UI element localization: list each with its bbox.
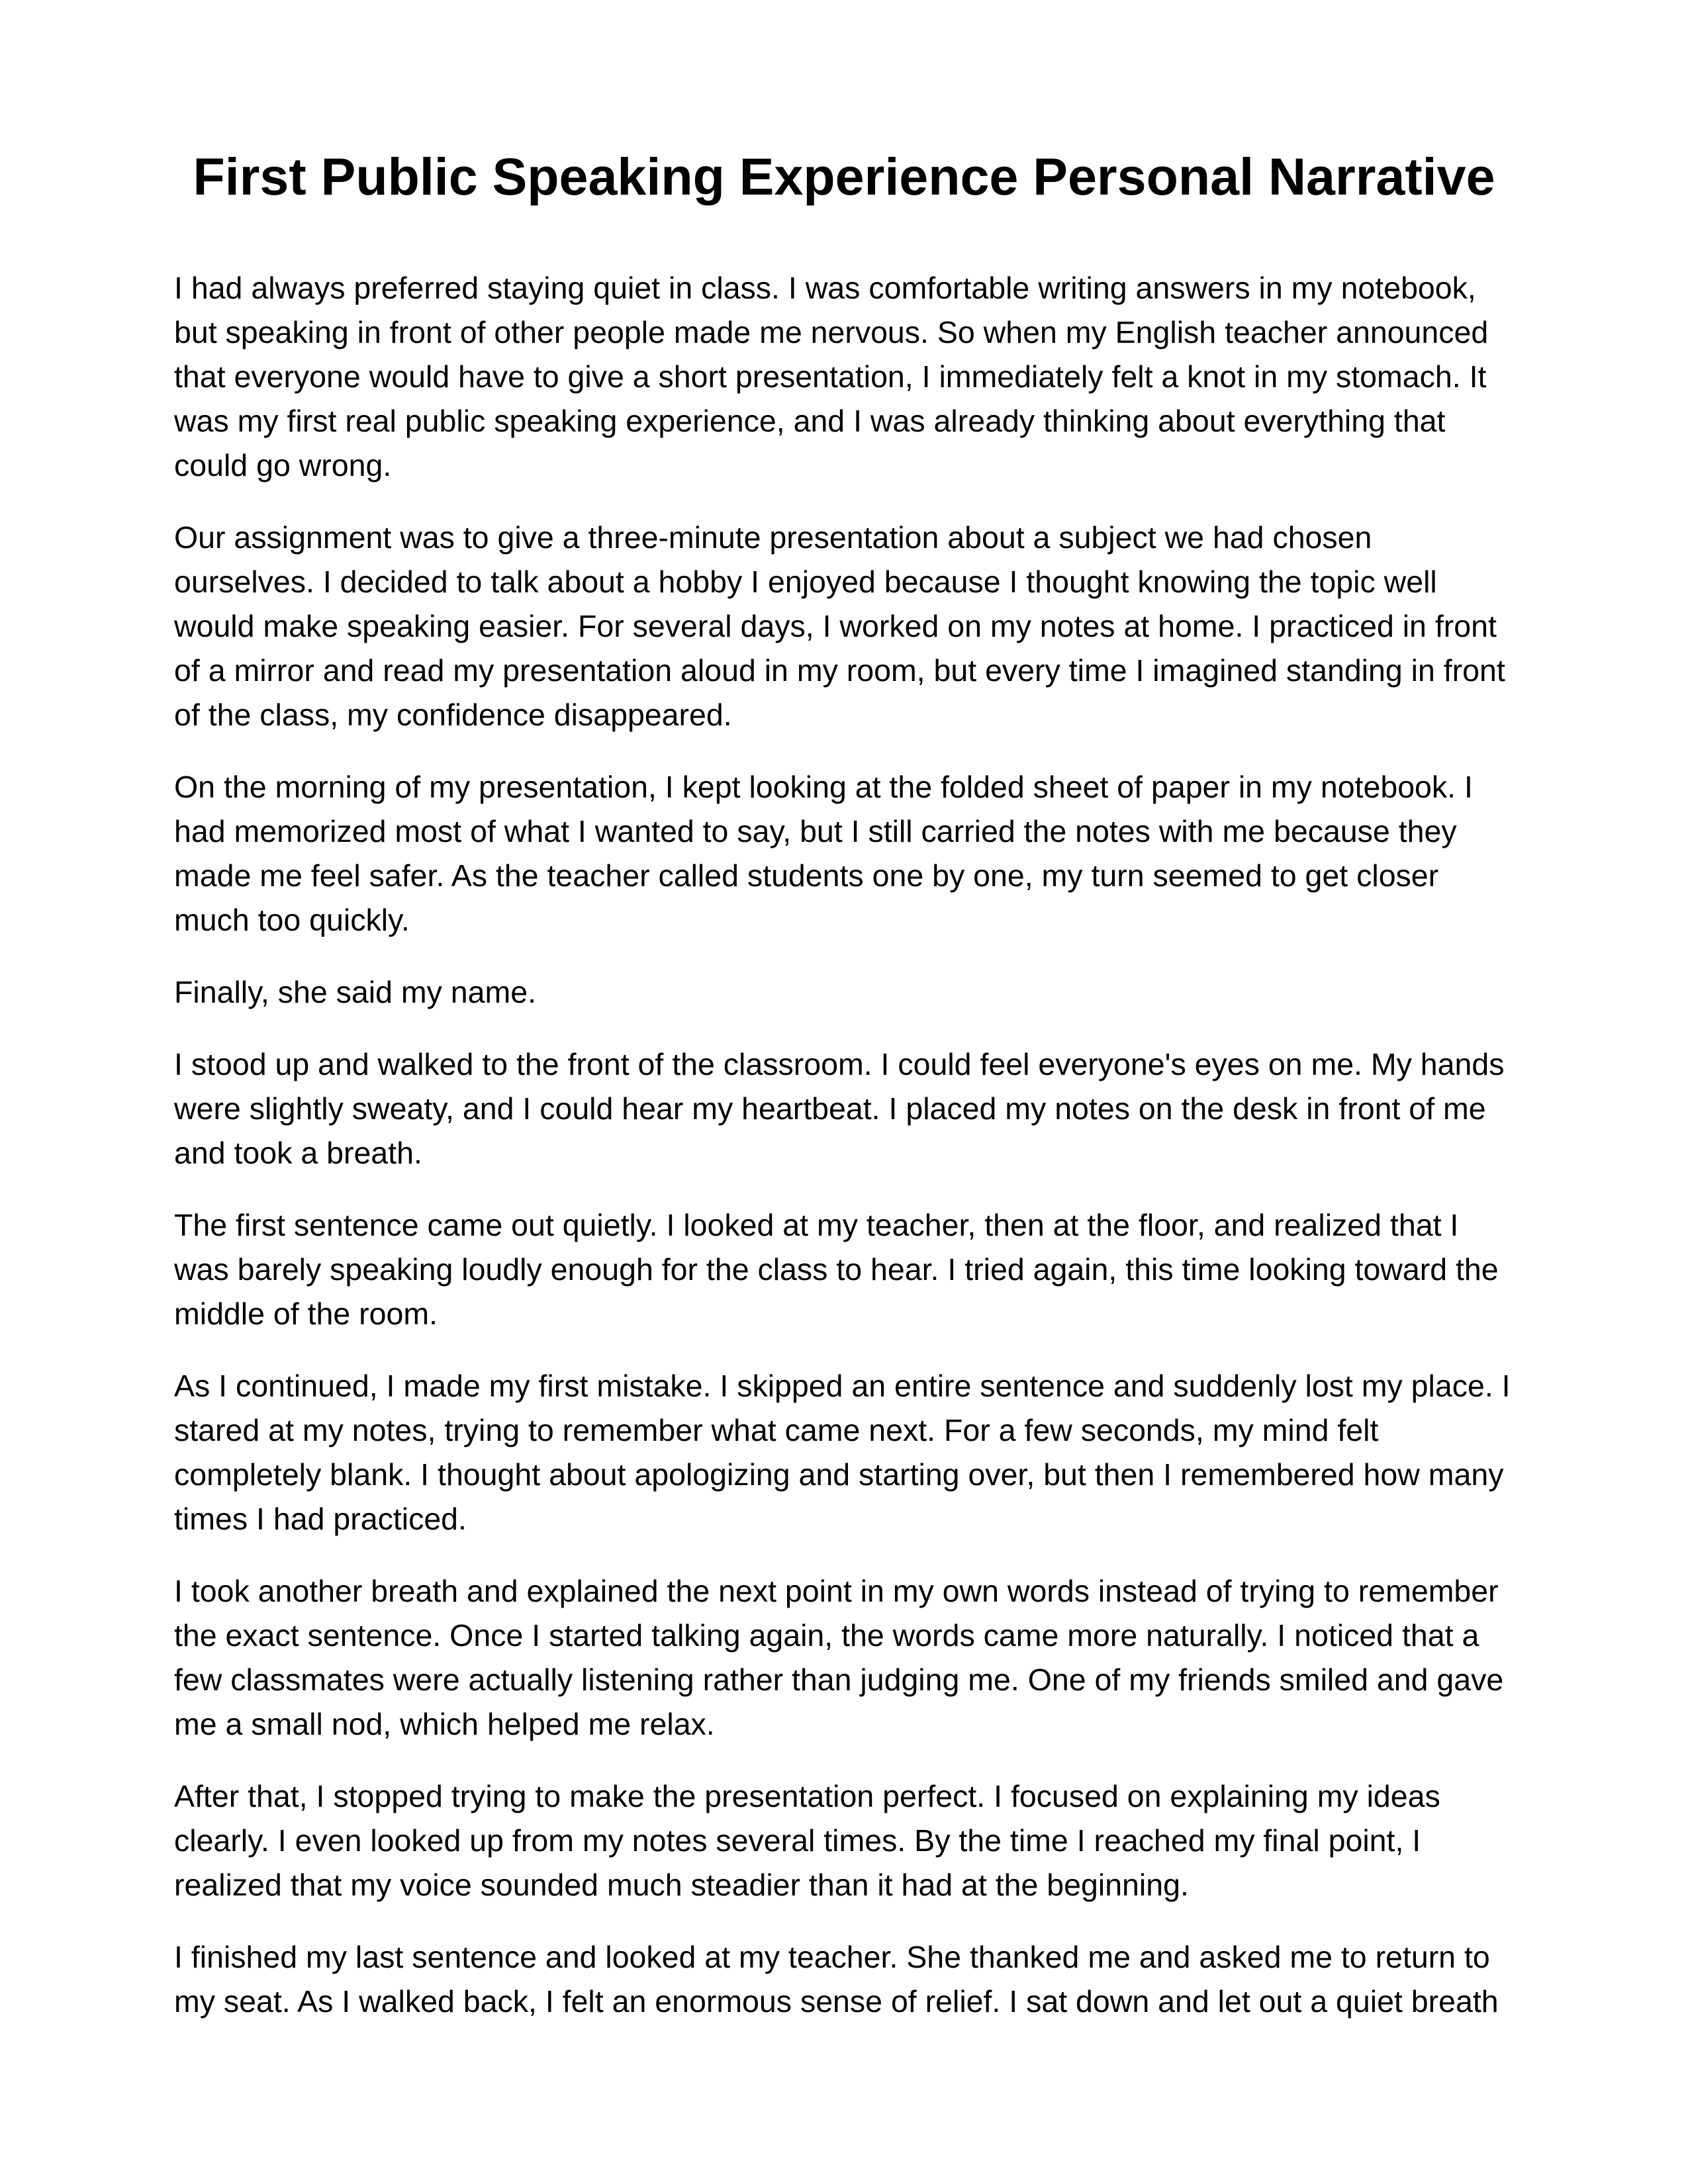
document-body [174, 266, 1515, 2052]
paragraph-6: The first sentence came out quietly. I looked at my teacher, then at the floor, and realized that I was barely speaking loudly enough for the class to hear. I tried again, this time looking toward the middle of the room. [174, 1208, 1499, 1331]
paragraph-4: Finally, she said my name. [174, 975, 537, 1009]
paragraph-7: As I continued, I made my first mistake. I skipped an entire sentence and suddenly lost my place. I stared at my notes, trying to remember what came next. For a few seconds, my mind felt completely blank. I thought about apologizing and starting over, but then I remembered how many times I had practiced. [174, 1369, 1511, 1536]
paragraph-5: I stood up and walked to the front of the classroom. I could feel everyone's eyes on me. My hands were slightly sweaty, and I could hear my heartbeat. I placed my notes on the desk in front of me and took a breath. [174, 1047, 1505, 1170]
paragraph-1: I had always preferred staying quiet in class. I was comfortable writing answers in my notebook, but speaking in front of other people made me nervous. So when my English teacher announced that everyone would have to give a short presentation, I immediately felt a knot in my stomach. It was my first real public speaking experience, and I was already thinking about everything that could go wrong. [174, 271, 1489, 482]
document-title: First Public Speaking Experience Personal Narrative [193, 147, 1495, 206]
paragraph-3: On the morning of my presentation, I kept looking at the folded sheet of paper in my notebook. I had memorized most of what I wanted to say, but I still carried the notes with me because they made me feel safer. As the teacher called students one by one, my turn seemed to get closer much too quickly. [174, 770, 1473, 937]
paragraph-8: I took another breath and explained the next point in my own words instead of trying to remember the exact sentence. Once I started talking again, the words came more naturally. I noticed that a few classmates were actually listening rather than judging me. One of my friends smiled and gave me a small nod, which helped me relax. [174, 1574, 1504, 1741]
paragraph-10: I finished my last sentence and looked at my teacher. She thanked me and asked me to return to my seat. As I walked back, I felt an enormous sense of relief. I sat down and let out a quiet breath [174, 1940, 1499, 2019]
paragraph-9: After that, I stopped trying to make the presentation perfect. I focused on explaining my ideas clearly. I even looked up from my notes several times. By the time I reached my final point, I realized that my voice sounded much steadier than it had at the beginning. [174, 1779, 1440, 1902]
paragraph-2: Our assignment was to give a three-minute presentation about a subject we had chosen ourselves. I decided to talk about a hobby I enjoyed because I thought knowing the topic well would make speaking easier. For several days, I worked on my notes at home. I practiced in front of a mirror and read my presentation aloud in my room, but every time I imagined standing in front of the class, my confidence disappeared. [174, 520, 1505, 732]
